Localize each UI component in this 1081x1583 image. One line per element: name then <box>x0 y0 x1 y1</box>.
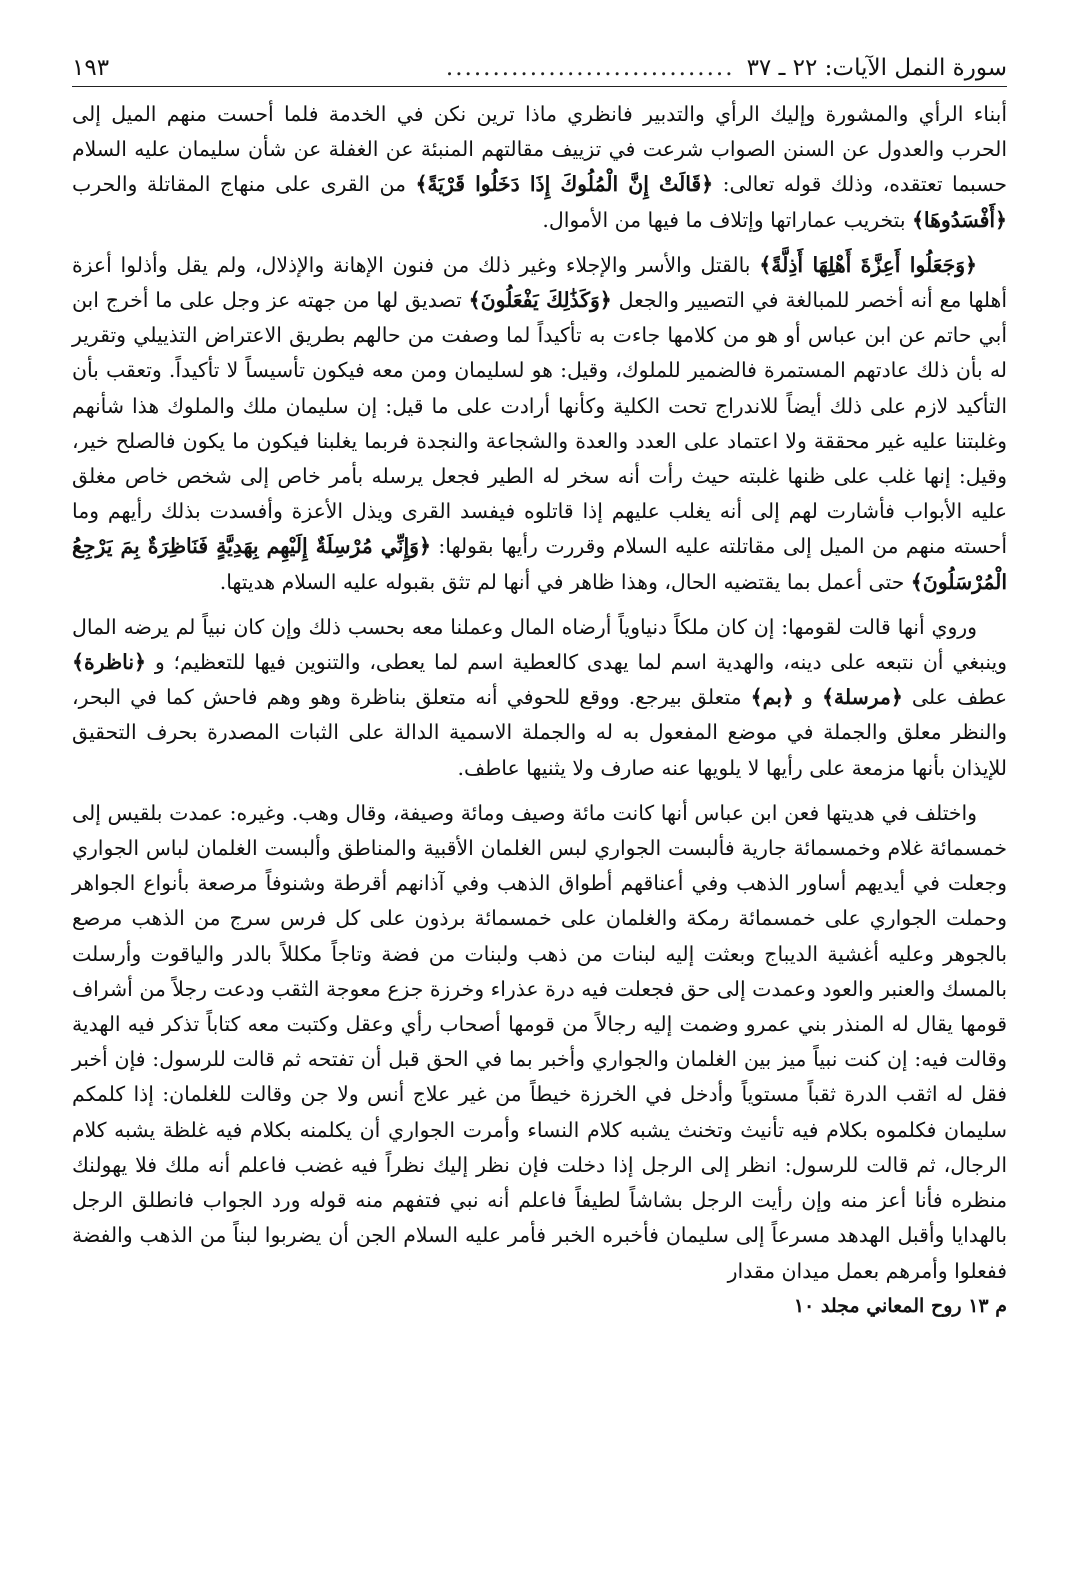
signature-line: م ١٣ روح المعاني مجلد ١٠ <box>793 1294 1007 1317</box>
commentary-text: تصديق لها من جهته عز وجل على ما أخرج ابن أبي حاتم عن ابن عباس أو هو من كلامها جاءت به تأكيداً لما وصفت من حالهم بطريق الاعتراض التذييلي وتقرير له بأن ذلك عادتهم المستمرة فالضمير للملوك، وقيل: هو لسليمان ومن معه فيكون تأسيساً لا تأكيداً. وتعقب بأن التأكيد لازم على ذلك أيضاً للاندراج تحت الكلية وكأنها أرادت على ما قيل: إن سليمان ملك والملوك هذا شأنهم وغلبتنا عليه غير محققة ولا اعتماد على العدد والعدة والشجاعة والنجدة فربما يغلبنا فيكون ما يكون فالصلح خير، وقيل: إنها غلب على ظنها غلبته حيث رأت أنه سخر له الطير فجعل يرسله بأمر خاص إلى شخص خاص مغلق عليه الأبواب فأشارت لهم إلى أنه يغلب عليهم إذا قاتلوه فيفسد القرى ويذل الأعزة وأفسدت بذلك رأيهم وما أحسته منهم من الميل إلى مقاتلته عليه السلام وقررت رأيها بقولها: <box>72 288 1007 559</box>
surah-title: سورة النمل الآيات: ٢٢ ـ ٣٧ <box>746 55 1007 81</box>
commentary-text: حتى أعمل بما يقتضيه الحال، وهذا ظاهر في أنها لم تثق بقبوله عليه السلام هديتها. <box>219 569 911 594</box>
commentary-text: عطف على <box>902 685 1007 710</box>
quran-verse: ﴿وَجَعَلُوا أَعِزَّةَ أَهْلِهَا أَذِلَّةً﴾ <box>759 252 977 277</box>
quran-verse: ﴿بم﴾ <box>750 685 794 710</box>
header-dot-leader: ............................... <box>445 55 735 81</box>
page-number: ١٩٣ <box>72 55 110 81</box>
quran-verse: ﴿ناظرة﴾ <box>72 650 146 675</box>
quran-verse: ﴿وَكَذَٰلِكَ يَفْعَلُونَ﴾ <box>468 288 612 313</box>
quran-verse: ﴿أَفْسَدُوهَا﴾ <box>911 207 1007 232</box>
paragraph <box>72 796 1007 1289</box>
book-page <box>72 52 1007 1321</box>
quran-verse: ﴿وَإِنِّي مُرْسِلَةٌ إِلَيْهِم بِهَدِيَّةٍ فَنَاظِرَةٌ بِمَ يَرْجِعُ الْمُرْسَلُونَ﴾ <box>72 534 1007 594</box>
paragraph <box>72 610 1007 786</box>
quran-verse: ﴿مرسلة﴾ <box>821 685 903 710</box>
running-header <box>72 52 1007 87</box>
commentary-text: بالقتل والأسر والإجلاء وغير ذلك من فنون الإهانة والإذلال، ولم يقل وأذلوا أعزة أهلها مع أنه أخصر للمبالغة في التصيير والجعل <box>72 252 1007 313</box>
commentary-text: وروي أنها قالت لقومها: إن كان ملكاً دنياوياً أرضاه المال وعملنا معه بحسب ذلك وإن كان نبياً لم يرضه المال وينبغي أن نتبعه على دينه، والهدية اسم لما يهدى كالعطية اسم لما يعطى، والتنوين فيها للتعظيم؛ و <box>72 614 1007 675</box>
commentary-text: متعلق بيرجع. ووقع للحوفي أنه متعلق بناظرة وهو وهم فاحش كما في البحر، والنظر معلق والجملة في موضع المفعول به له والجملة الاسمية الدالة على الثبات المصدرة بحرف التحقيق للإيذان بأنها مزمعة على رأيها لا يلويها عنه صارف ولا يثنيها عاطف. <box>72 685 1007 780</box>
commentary-text: و <box>793 685 822 710</box>
commentary-text: بتخريب عماراتها وإتلاف ما فيها من الأموال. <box>542 207 912 232</box>
commentary-body <box>72 97 1007 1289</box>
quran-verse: ﴿قَالَتْ إِنَّ الْمُلُوكَ إِذَا دَخَلُوا قَرْيَةً﴾ <box>415 172 714 197</box>
paragraph <box>72 97 1007 238</box>
commentary-text: من القرى على منهاج المقاتلة والحرب <box>72 172 416 197</box>
commentary-text: واختلف في هديتها فعن ابن عباس أنها كانت مائة وصيف ومائة وصيفة، وقال وهب. وغيره: عمدت بلقيس إلى خمسمائة غلام وخمسمائة جارية فألبست الجواري لبس الغلمان الأقبية والمناطق وألبست الغلمان لباس الجواري وجعلت في أيديهم أساور الذهب وفي أعناقهم أطواق الذهب وفي آذانهم أقرطة وشنوفاً مرصعة بأنواع الجواهر وحملت الجواري على خمسمائة رمكة والغلمان على خمسمائة برذون على كل فرس سرج من الذهب مرصع بالجوهر وعليه أغشية الديباج وبعثت إليه لبنات من ذهب ولبنات من فضة وتاجاً مكللاً بالدر والياقوت وأرسلت بالمسك والعنبر والعود وعمدت إلى حق فجعلت فيه درة عذراء وخرزة جزع معوجة الثقب ودعت رجلاً من أشراف قومها يقال له المنذر بني عمرو وضمت إليه رجالاً من قومها أصحاب رأي وعقل وكتبت معه كتاباً تذكر فيه الهدية وقالت فيه: إن كنت نبياً ميز بين الغلمان والجواري وأخبر بما في الحق قبل أن تفتحه ثم قالت للرسول: فإن أخبر فقل له اثقب الدرة ثقباً مستوياً وأدخل في الخرزة خيطاً من غير علاج أنس ولا جن وقالت للغلمان: إذا كلمكم سليمان فكلموه بكلام فيه تأنيث وتخنث يشبه كلام النساء وأمرت الجواري أن يكلمنه بكلام فيه غلظة يشبه كلام الرجال، ثم قالت للرسول: انظر إلى الرجل إذا دخلت فإن نظر إليك نظراً فيه غضب فاعلم أنه ملك فلا يهولنك منظره فأنا أعز منه وإن رأيت الرجل بشاشاً لطيفاً فاعلم أنه نبي فتفهم منه قوله ورد الجواب فانطلق الرجل بالهدايا وأقبل الهدهد مسرعاً إلى سليمان فأخبره الخبر فأمر عليه السلام الجن أن يضربوا لبناً من الذهب والفضة ففعلوا وأمرهم بعمل ميدان مقدار <box>72 800 1007 1283</box>
paragraph <box>72 248 1007 600</box>
commentary-text: أبناء الرأي والمشورة وإليك الرأي والتدبير فانظري ماذا ترين نكن في الخدمة فلما أحست منهم الميل إلى الحرب والعدول عن السنن الصواب شرعت في تزييف مقالتهم المنبئة عن الغفلة عن شأن سليمان عليه السلام حسبما تعتقده، وذلك قوله تعالى: <box>72 102 1008 197</box>
